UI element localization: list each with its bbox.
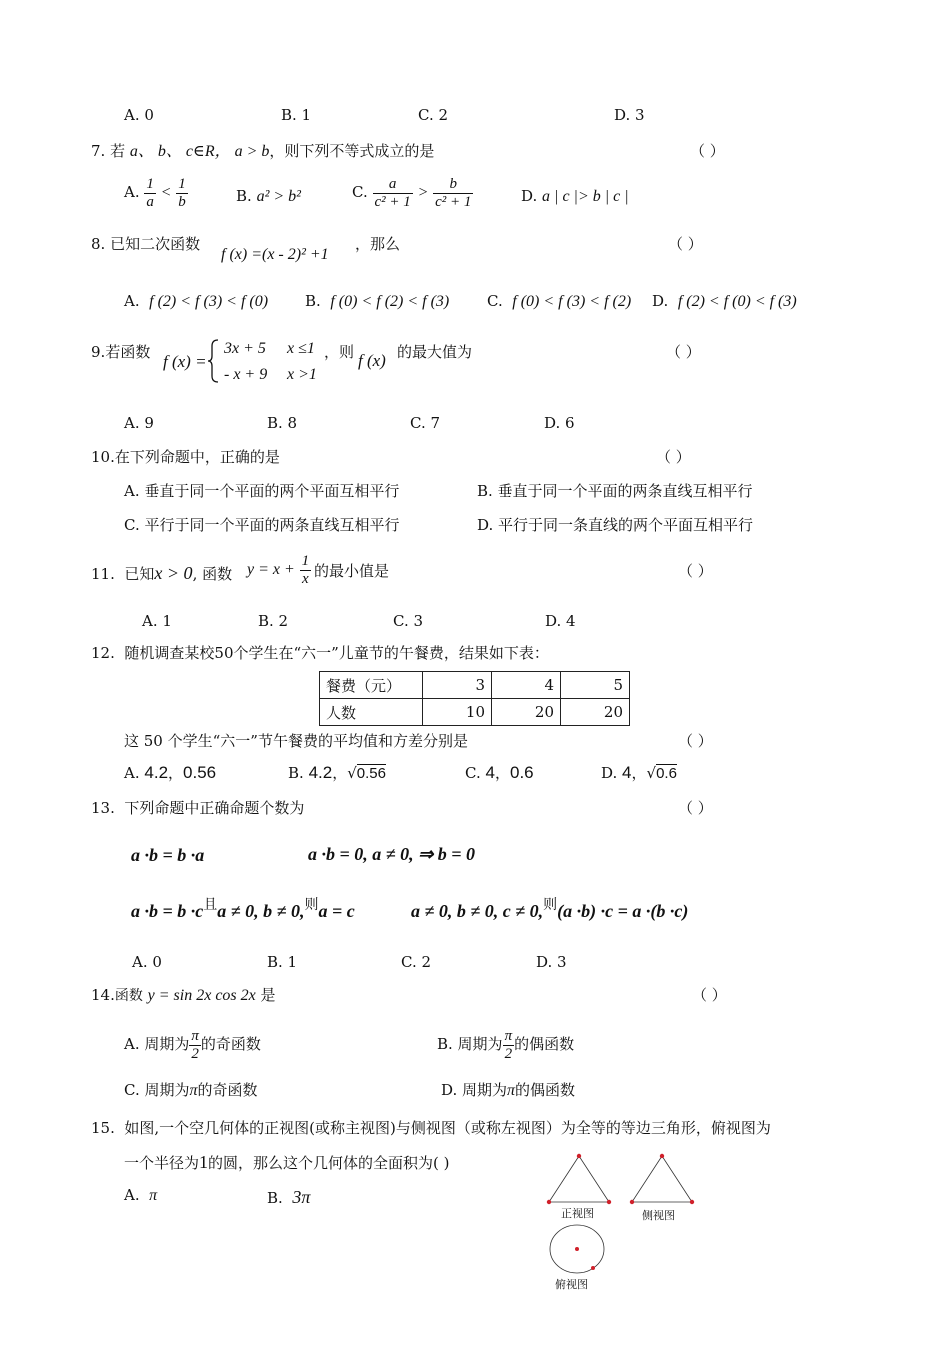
q15-radius: 1 bbox=[199, 1152, 209, 1172]
q13-statement-3-post: a = c bbox=[318, 901, 355, 921]
q12-number: 12. bbox=[91, 644, 115, 662]
side-view-label: 侧视图 bbox=[642, 1209, 675, 1222]
q12-stem-pre: 随机调查某校 bbox=[124, 644, 215, 662]
table-cell: 20 bbox=[561, 699, 630, 726]
sqrt-icon: √ bbox=[646, 764, 657, 782]
q7-option-d-expression: a | c |> b | c | bbox=[542, 188, 629, 205]
q8-option-b-expression: f (0) < f (2) < f (3) bbox=[330, 293, 450, 310]
q8-option-c-label: C. bbox=[487, 292, 503, 310]
vertex-dot bbox=[630, 1200, 634, 1204]
q12-option-d-mean: 4 bbox=[622, 763, 632, 782]
q12-option-c bbox=[465, 764, 534, 781]
q15-option-a-label: A. bbox=[124, 1186, 140, 1204]
q10-stem bbox=[91, 450, 280, 465]
q15-number: 15. bbox=[91, 1119, 115, 1137]
q6-option-b: B. 1 bbox=[281, 106, 312, 124]
q13-statement-4-post: (a ·b) ·c = a ·(b ·c) bbox=[557, 901, 689, 921]
q12-option-b-mean: 4.2 bbox=[308, 763, 333, 782]
fraction-numerator: 1 bbox=[146, 176, 154, 192]
table-cell: 10 bbox=[423, 699, 492, 726]
edge-dot bbox=[591, 1266, 595, 1270]
q11-option-c: C. 3 bbox=[393, 612, 424, 630]
q12-count: 50 bbox=[214, 644, 234, 662]
q11-stem-mid: , 函数 bbox=[192, 565, 233, 583]
q14-option-b bbox=[437, 1028, 574, 1062]
q7-option-c bbox=[352, 176, 473, 210]
q9-stem-post: 的最大值为 bbox=[397, 343, 473, 361]
q15-option-a-value: π bbox=[149, 1187, 158, 1204]
table-cell: 3 bbox=[423, 672, 492, 699]
q6-option-c: C. 2 bbox=[418, 106, 449, 124]
q9-option-b: B. 8 bbox=[267, 414, 298, 432]
table-row bbox=[320, 699, 630, 726]
q11-condition: x > 0 bbox=[154, 563, 193, 583]
q14-option-b-pre: B. 周期为 bbox=[437, 1035, 503, 1053]
q12-option-d-separator: ， bbox=[631, 764, 647, 782]
q9-case1-condition: x ≤1 bbox=[287, 340, 315, 357]
q12-answer-paren: （ ） bbox=[678, 732, 713, 750]
q11-stem-post: 的最小值是 bbox=[314, 562, 390, 580]
q12-option-d bbox=[601, 764, 677, 781]
q11-option-d: D. 4 bbox=[545, 612, 576, 630]
q6-option-a: A. 0 bbox=[124, 106, 154, 124]
front-view-triangle bbox=[549, 1156, 609, 1202]
q15-three-view-figure bbox=[540, 1148, 700, 1296]
fraction-numerator: π bbox=[191, 1028, 199, 1044]
vertex-dot bbox=[690, 1200, 694, 1204]
q8-option-b-label: B. bbox=[305, 292, 321, 310]
q12-option-b-variance: 0.56 bbox=[356, 765, 386, 782]
q12-option-d-variance: 0.6 bbox=[656, 765, 677, 782]
front-view-label: 正视图 bbox=[561, 1207, 594, 1220]
table-row bbox=[320, 672, 630, 699]
q10-option-d: D. 平行于同一条直线的两个平面互相平行 bbox=[477, 516, 754, 534]
q8-option-a bbox=[124, 294, 268, 310]
q13-stem-text: 下列命题中正确命题个数为 bbox=[124, 799, 305, 817]
q7-option-c-label: C. bbox=[352, 183, 368, 201]
q7-option-a-operator: < bbox=[160, 184, 172, 201]
fraction-denominator: c² + 1 bbox=[374, 193, 411, 210]
q9-case2-condition: x >1 bbox=[287, 366, 317, 383]
q8-option-a-label: A. bbox=[124, 292, 140, 310]
q14-option-c-pre: C. 周期为 bbox=[124, 1081, 190, 1099]
q9-number: 9. bbox=[91, 343, 106, 361]
fraction-denominator: a bbox=[146, 193, 154, 210]
q7-option-a-left-fraction bbox=[144, 176, 156, 210]
q9-case1-expression: 3x + 5 bbox=[224, 340, 266, 357]
q12-option-c-separator: ， bbox=[494, 764, 510, 782]
q7-stem-vars: a、 b、 c∈R， a > b bbox=[129, 143, 270, 160]
q8-option-b bbox=[305, 294, 449, 310]
q15-stem-line2 bbox=[124, 1153, 450, 1171]
q9-function-name: f (x) = bbox=[163, 352, 207, 371]
q14-option-c-post: 的奇函数 bbox=[197, 1081, 258, 1099]
table-cell: 餐费（元） bbox=[320, 672, 423, 699]
q11-number: 11. bbox=[91, 565, 115, 583]
q15-line2-pre: 一个半径为 bbox=[124, 1154, 200, 1172]
sqrt-icon: √ bbox=[347, 764, 357, 782]
q14-option-c-pi: π bbox=[189, 1082, 198, 1099]
q7-answer-paren: （ ） bbox=[690, 142, 725, 160]
q7-option-a-label: A. bbox=[124, 183, 140, 201]
q11-stem bbox=[91, 564, 232, 582]
q9-option-a: A. 9 bbox=[124, 414, 154, 432]
q8-stem bbox=[91, 237, 200, 252]
q14-option-a bbox=[124, 1028, 261, 1062]
q13-statement-3-qie: 且 bbox=[203, 897, 218, 913]
q15-stem-line1 bbox=[91, 1121, 771, 1136]
top-view-label: 俯视图 bbox=[555, 1278, 588, 1291]
q7-option-a bbox=[124, 176, 188, 210]
q7-option-b-expression: a² > b² bbox=[256, 188, 301, 205]
q13-statement-3-ze: 则 bbox=[304, 897, 319, 913]
q14-option-d-pre: D. 周期为 bbox=[441, 1081, 508, 1099]
q13-statement-4-ze: 则 bbox=[543, 897, 558, 913]
q13-statement-3 bbox=[131, 898, 355, 920]
q13-option-d: D. 3 bbox=[536, 953, 567, 971]
q7-stem-pre: 若 bbox=[110, 142, 126, 160]
q12-option-a-variance: 0.56 bbox=[183, 763, 217, 782]
q8-function: f (x) =(x - 2)² +1 bbox=[221, 246, 329, 263]
fraction-numerator: 1 bbox=[178, 176, 186, 192]
fraction-denominator: 2 bbox=[189, 1045, 201, 1063]
fraction-denominator: b bbox=[178, 193, 186, 210]
q14-answer-paren: （ ） bbox=[692, 986, 727, 1004]
q7-option-d-label: D. bbox=[521, 187, 538, 205]
q13-statement-2: a ·b = 0, a ≠ 0, ⇒ b = 0 bbox=[308, 844, 475, 864]
q11-option-b: B. 2 bbox=[258, 612, 289, 630]
q12-option-b-label: B. bbox=[288, 764, 304, 782]
vertex-dot bbox=[547, 1200, 551, 1204]
q10-number: 10. bbox=[91, 448, 115, 466]
center-dot bbox=[575, 1247, 579, 1251]
q15-option-b-value: 3π bbox=[292, 1187, 311, 1207]
fraction-denominator: c² + 1 bbox=[435, 193, 472, 210]
q7-number: 7. bbox=[91, 142, 106, 160]
q7-option-c-operator: > bbox=[417, 184, 429, 201]
q14-option-b-fraction bbox=[503, 1028, 515, 1062]
q14-option-a-fraction bbox=[189, 1028, 201, 1062]
q13-option-a: A. 0 bbox=[132, 953, 162, 971]
q13-number: 13. bbox=[91, 799, 115, 817]
fraction-numerator: 1 bbox=[301, 553, 310, 569]
q12-option-c-variance: 0.6 bbox=[509, 763, 534, 782]
table-cell: 人数 bbox=[320, 699, 423, 726]
q15-line2-post: 的圆，那么这个几何体的全面积为( bbox=[208, 1154, 439, 1172]
q10-option-b: B. 垂直于同一个平面的两条直线互相平行 bbox=[477, 482, 753, 500]
q14-option-b-post: 的偶函数 bbox=[514, 1035, 575, 1053]
q8-option-d-expression: f (2) < f (0) < f (3) bbox=[677, 293, 797, 310]
q9-function-name-2: f (x) bbox=[358, 351, 386, 370]
q10-answer-paren: （ ） bbox=[656, 448, 691, 466]
q7-option-b-label: B. bbox=[236, 187, 252, 205]
fraction-numerator: π bbox=[504, 1028, 513, 1044]
q14-function: y = sin 2x cos 2x bbox=[147, 987, 256, 1004]
q12-stem bbox=[91, 646, 549, 661]
q8-option-d bbox=[652, 294, 797, 310]
q7-option-c-left-fraction bbox=[373, 176, 413, 210]
q12-option-b-separator: ， bbox=[332, 764, 348, 782]
q14-option-a-post: 的奇函数 bbox=[200, 1035, 261, 1053]
q15-option-b bbox=[267, 1188, 310, 1206]
q11-stem-pre: 已知 bbox=[124, 565, 155, 583]
q12-option-a-separator: ， bbox=[168, 764, 184, 782]
q12-option-b bbox=[288, 764, 386, 781]
q13-statement-4-pre: a ≠ 0, b ≠ 0, c ≠ 0, bbox=[411, 901, 544, 921]
q10-stem-text: 在下列命题中，正确的是 bbox=[114, 448, 280, 466]
q13-answer-paren: （ ） bbox=[678, 799, 713, 817]
q7-stem bbox=[91, 144, 434, 160]
q11-answer-paren: （ ） bbox=[678, 562, 713, 580]
q11-function bbox=[247, 553, 311, 587]
q8-number: 8. bbox=[91, 235, 106, 253]
q9-stem-text: 若函数 bbox=[105, 343, 151, 361]
q10-option-c: C. 平行于同一个平面的两条直线互相平行 bbox=[124, 516, 400, 534]
fraction-numerator: a bbox=[388, 176, 397, 192]
q8-option-d-label: D. bbox=[652, 292, 669, 310]
q9-case2-expression: - x + 9 bbox=[224, 366, 268, 383]
q11-function-pre: y = x + bbox=[247, 561, 295, 578]
q15-option-b-label: B. bbox=[267, 1189, 283, 1207]
table-cell: 4 bbox=[492, 672, 561, 699]
q12-stem-post: 个学生在“六一”儿童节的午餐费，结果如下表： bbox=[233, 644, 549, 662]
q13-statement-4 bbox=[411, 898, 688, 920]
q8-option-c bbox=[487, 294, 631, 310]
q14-number: 14. bbox=[91, 986, 115, 1004]
q11-fraction bbox=[300, 553, 312, 587]
vertex-dot bbox=[660, 1154, 664, 1158]
q10-option-a: A. 垂直于同一个平面的两个平面互相平行 bbox=[124, 482, 400, 500]
q7-option-d bbox=[521, 189, 629, 205]
q12-option-a-mean: 4.2 bbox=[144, 763, 169, 782]
q12-fee-table bbox=[319, 671, 630, 726]
fraction-denominator: 2 bbox=[503, 1045, 515, 1063]
q12-option-a bbox=[124, 764, 216, 781]
q13-option-b: B. 1 bbox=[267, 953, 298, 971]
q12-option-c-label: C. bbox=[465, 764, 481, 782]
q8-stem-text: 已知二次函数 bbox=[110, 235, 201, 253]
fraction-numerator: b bbox=[449, 176, 458, 192]
side-view-triangle bbox=[632, 1156, 692, 1202]
q9-option-d: D. 6 bbox=[544, 414, 575, 432]
q13-statement-3-mid: a ≠ 0, b ≠ 0, bbox=[217, 901, 305, 921]
q15-line1-text: 如图,一个空几何体的正视图(或称主视图)与侧视图（或称左视图）为全等的等边三角形，俯视图为 bbox=[124, 1119, 771, 1137]
q8-stem-post: ，那么 bbox=[355, 235, 401, 253]
q15-option-a bbox=[124, 1188, 157, 1204]
q12-option-d-label: D. bbox=[601, 764, 618, 782]
q8-option-a-expression: f (2) < f (3) < f (0) bbox=[149, 293, 269, 310]
q7-option-b bbox=[236, 189, 301, 205]
table-cell: 20 bbox=[492, 699, 561, 726]
q9-stem-mid: ，则 bbox=[324, 343, 355, 361]
q14-option-a-pre: A. 周期为 bbox=[124, 1035, 190, 1053]
q7-option-c-right-fraction bbox=[433, 176, 473, 210]
q12-question: 这 50 个学生“六一”节午餐费的平均值和方差分别是 bbox=[124, 732, 468, 750]
q13-option-c: C. 2 bbox=[401, 953, 432, 971]
q9-option-c: C. 7 bbox=[410, 414, 441, 432]
q14-stem-pre: 函数 bbox=[114, 988, 143, 1004]
vertex-dot bbox=[577, 1154, 581, 1158]
q12-option-c-mean: 4 bbox=[485, 763, 495, 782]
q9-answer-paren: （ ） bbox=[666, 343, 701, 361]
q13-stem bbox=[91, 801, 304, 816]
q7-stem-post: ，则下列不等式成立的是 bbox=[269, 142, 435, 160]
q15-answer-paren: ) bbox=[438, 1154, 450, 1172]
q14-option-d-post: 的偶函数 bbox=[515, 1081, 576, 1099]
vertex-dot bbox=[607, 1200, 611, 1204]
q12-option-a-label: A. bbox=[124, 764, 140, 782]
q8-option-c-expression: f (0) < f (3) < f (2) bbox=[512, 293, 632, 310]
q9-brace bbox=[206, 338, 220, 384]
q6-option-d: D. 3 bbox=[614, 106, 645, 124]
q14-stem bbox=[91, 988, 276, 1004]
q14-option-c bbox=[124, 1083, 258, 1099]
q14-stem-post: 是 bbox=[260, 986, 276, 1004]
q8-answer-paren: （ ） bbox=[668, 235, 703, 253]
q14-option-d bbox=[441, 1083, 575, 1099]
q13-statement-1: a ·b = b ·a bbox=[131, 845, 205, 865]
q14-option-d-pi: π bbox=[507, 1082, 516, 1099]
q9-stem bbox=[91, 345, 150, 360]
q7-option-a-right-fraction bbox=[176, 176, 188, 210]
q11-option-a: A. 1 bbox=[142, 612, 172, 630]
table-cell: 5 bbox=[561, 672, 630, 699]
fraction-denominator: x bbox=[300, 570, 312, 588]
q13-statement-3-pre: a ·b = b ·c bbox=[131, 901, 204, 921]
